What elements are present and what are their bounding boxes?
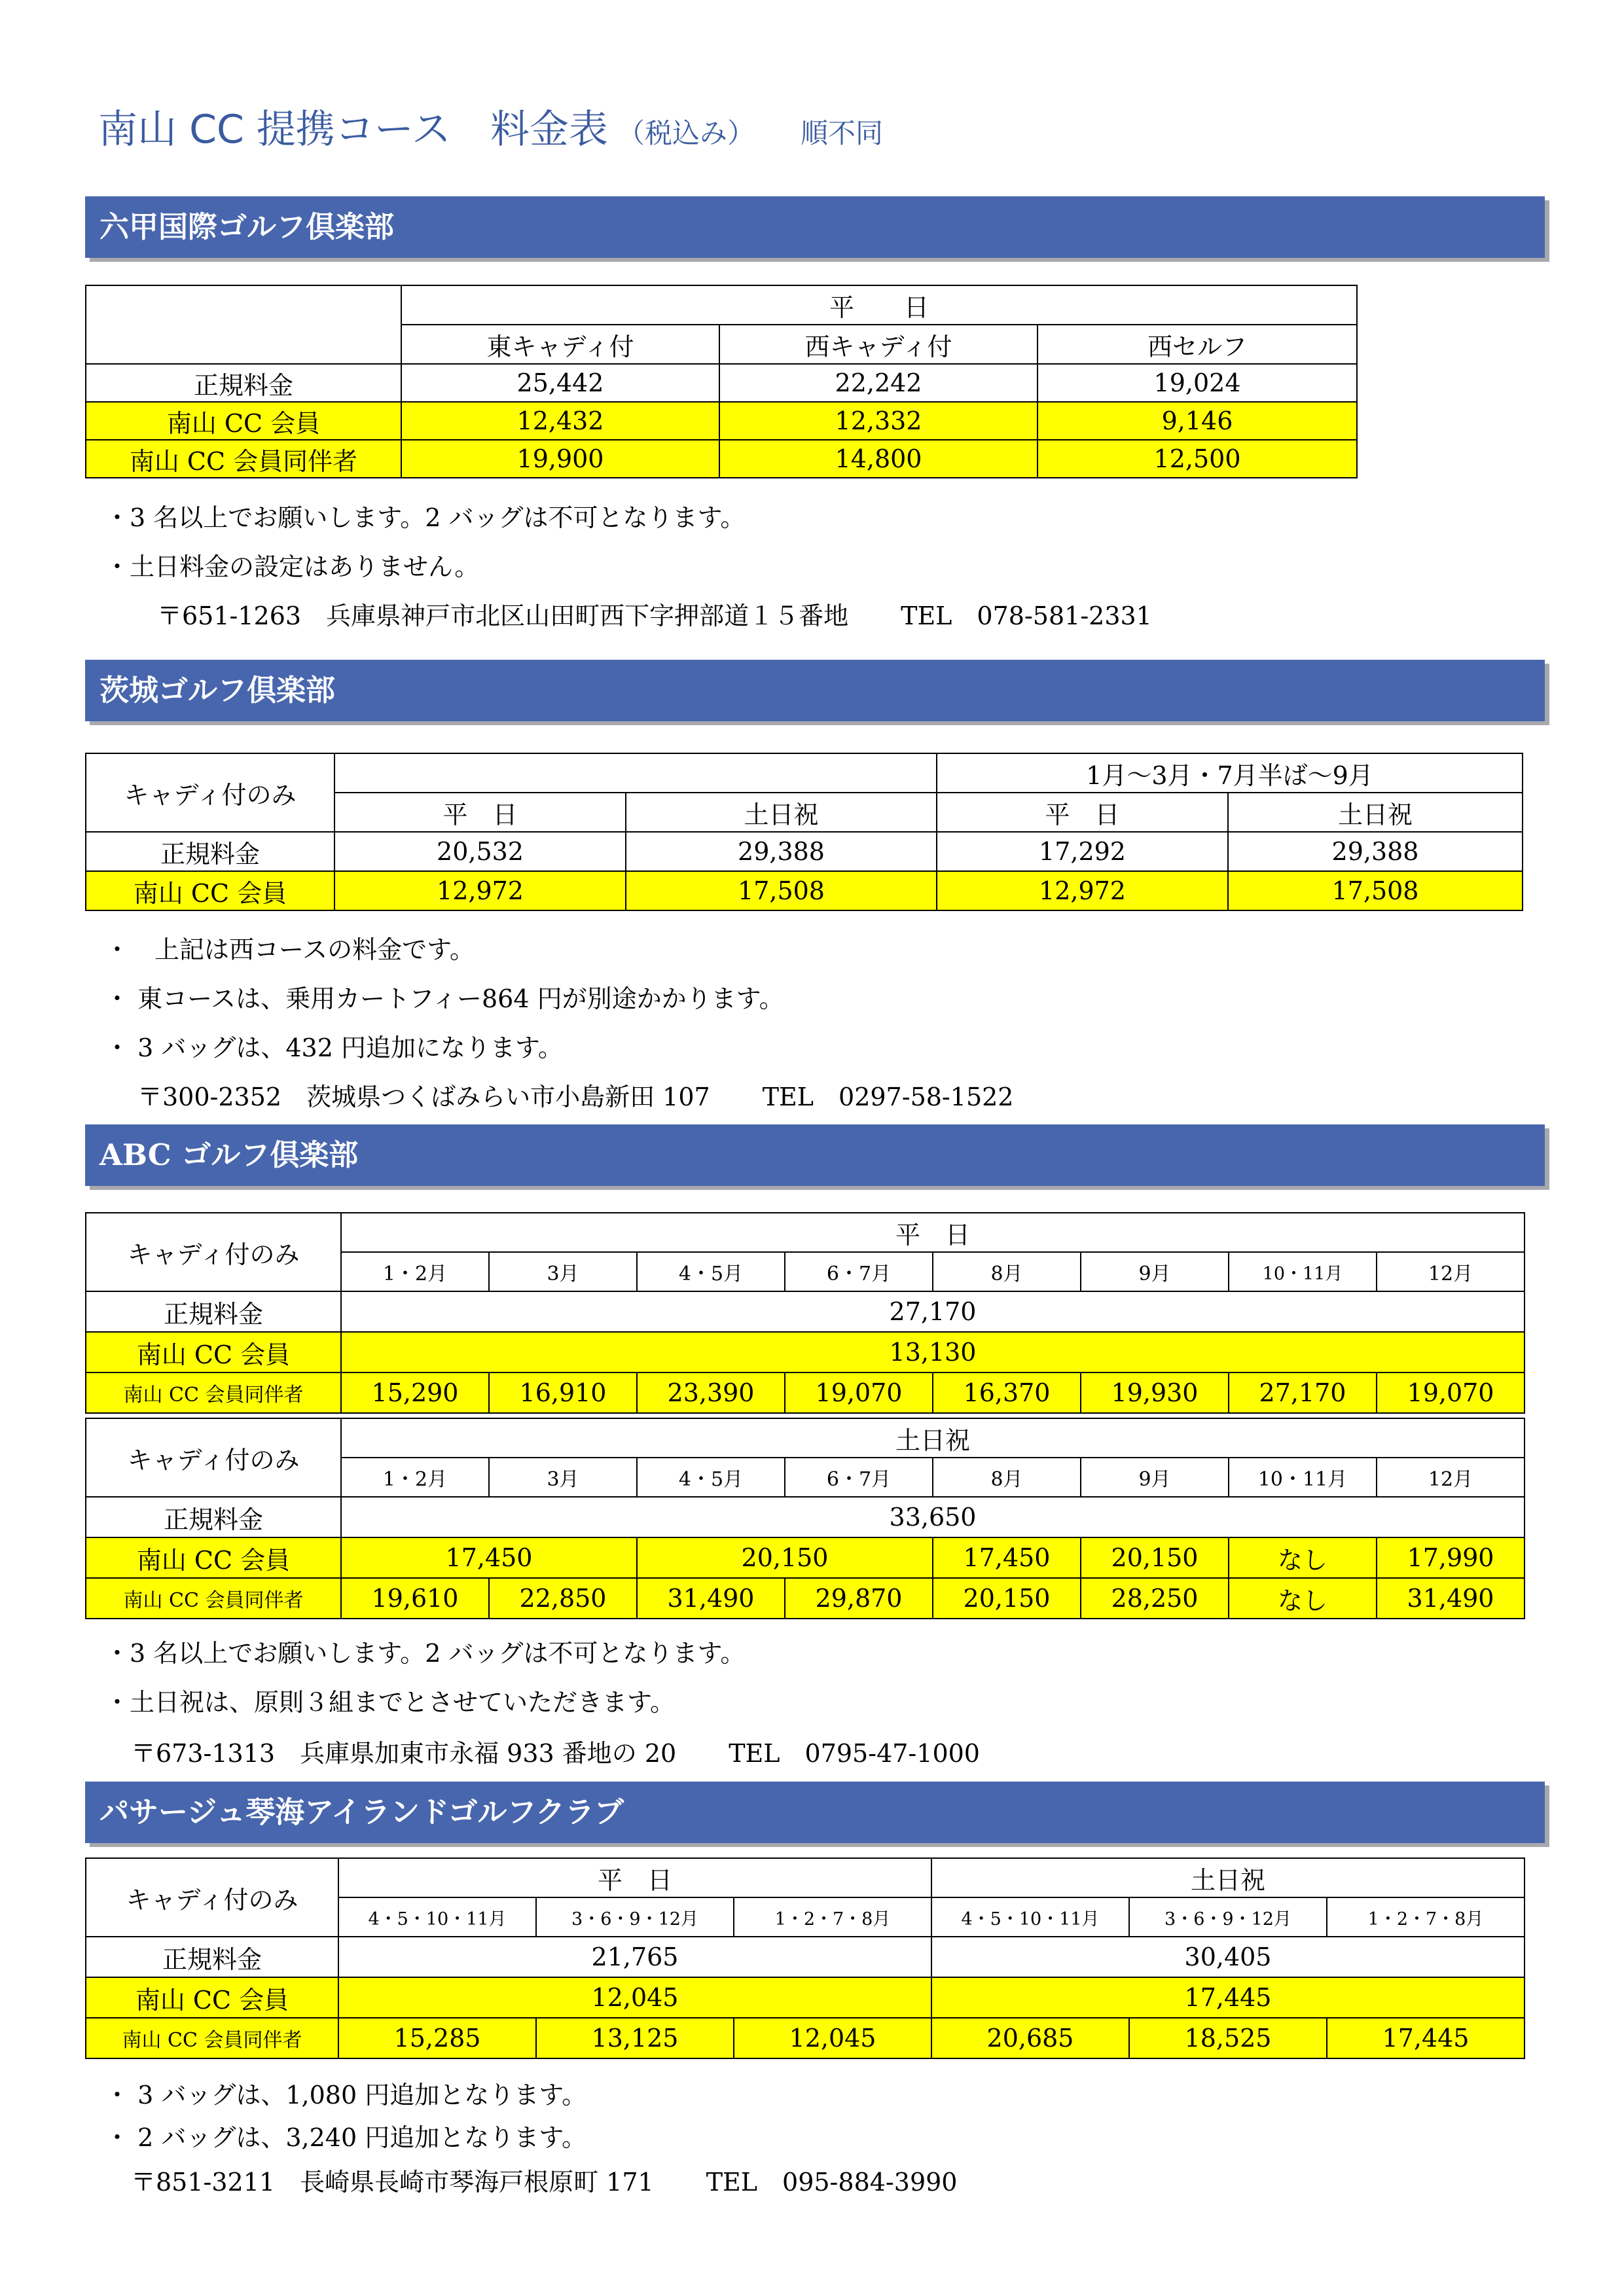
fee-cell: 12,500 [1038,440,1357,478]
fee-cell: なし [1229,1578,1377,1619]
month-header: 3月 [489,1458,637,1497]
fee-cell: 21,765 [338,1937,931,1977]
address: 〒651-1263 兵庫県神戸市北区山田町西下字押部道１５番地 [157,601,849,630]
fee-cell: 20,532 [334,832,626,871]
fee-cell: 15,290 [341,1372,489,1413]
month-header: 4・5月 [637,1252,785,1291]
passage-fee-table [85,1857,1525,2059]
row-label: 南山 CC 会員 [86,871,334,910]
fee-cell: 23,390 [637,1372,785,1413]
title-tax-note: （税込み） [617,117,755,149]
month-header: 4・5・10・11月 [338,1897,536,1937]
fee-cell: 12,432 [401,402,719,440]
period-header: 平 日 [338,1858,931,1897]
fee-cell: 17,508 [1228,871,1523,910]
fee-cell: 17,508 [626,871,937,910]
address: 〒851-3211 長崎県長崎市琴海戸根原町 171 [131,2168,654,2197]
fee-cell: 29,388 [1228,832,1523,871]
column-header: 西キャディ付 [719,325,1038,364]
fee-cell: 18,525 [1129,2018,1327,2058]
fee-cell: 29,870 [785,1578,933,1619]
fee-cell: 12,045 [338,1977,931,2018]
fee-cell: 15,285 [338,2018,536,2058]
fee-cell: 16,370 [933,1372,1081,1413]
fee-cell: 16,910 [489,1372,637,1413]
table-row [86,832,1523,871]
column-header: 土日祝 [1228,793,1523,832]
month-header: 3・6・9・12月 [536,1897,734,1937]
page-title [98,98,883,154]
month-header: 6・7月 [785,1252,933,1291]
row-label: 南山 CC 会員同伴者 [86,1578,341,1619]
month-header: 10・11月 [1229,1252,1377,1291]
row-label: 正規料金 [86,1497,341,1537]
note: ・土日祝は、原則３組までとさせていただきます。 [105,1688,675,1717]
fee-cell: 20,685 [931,2018,1129,2058]
column-header: 平 日 [334,793,626,832]
fee-cell: 27,170 [341,1291,1525,1332]
row-label: 正規料金 [86,1937,338,1977]
month-header: 4・5・10・11月 [931,1897,1129,1937]
fee-cell: 12,332 [719,402,1038,440]
table-row [86,1578,1525,1619]
month-header: 1・2・7・8月 [734,1897,931,1937]
table-corner-blank [86,285,401,364]
address-line [131,2162,957,2198]
table-row [86,1372,1525,1413]
note: ・ 東コースは、乗用カートフィー864 円が別途かかります。 [105,984,784,1013]
fee-cell: 20,150 [637,1537,933,1578]
section-header-passage: パサージュ琴海アイランドゴルフクラブ [85,1782,1545,1843]
ibaraki-fee-table [85,753,1523,911]
row-label: 南山 CC 会員 [86,1977,338,2018]
row-label: 南山 CC 会員 [86,1537,341,1578]
month-header: 8月 [933,1252,1081,1291]
fee-cell: なし [1229,1537,1377,1578]
fee-cell: 19,610 [341,1578,489,1619]
month-header: 3・6・9・12月 [1129,1897,1327,1937]
row-label: 南山 CC 会員同伴者 [86,440,401,478]
tel: TEL 078-581-2331 [901,601,1152,630]
fee-cell: 12,972 [334,871,626,910]
period-header: 1月～3月・7月半ば～9月 [937,753,1523,793]
fee-cell: 19,070 [785,1372,933,1413]
note: ・3 名以上でお願いします。2 バッグは不可となります。 [105,1639,746,1668]
period-header: 土日祝 [341,1418,1525,1458]
section-header-rokko: 六甲国際ゴルフ倶楽部 [85,196,1545,258]
rokko-fee-table [85,285,1358,478]
fee-cell: 17,450 [933,1537,1081,1578]
title-order-note: 順不同 [800,117,883,149]
month-header: 9月 [1081,1252,1229,1291]
row-label: 南山 CC 会員 [86,402,401,440]
fee-cell: 30,405 [931,1937,1525,1977]
tel: TEL 0795-47-1000 [729,1739,980,1768]
note: ・3 名以上でお願いします。2 バッグは不可となります。 [105,503,746,532]
address: 〒300-2352 茨城県つくばみらい市小島新田 107 [137,1083,710,1111]
fee-cell: 17,445 [931,1977,1525,2018]
month-header: 4・5月 [637,1458,785,1497]
row-label: 正規料金 [86,832,334,871]
month-header: 6・7月 [785,1458,933,1497]
fee-cell: 19,024 [1038,364,1357,402]
note: ・ 3 バッグは、1,080 円追加となります。 [105,2081,587,2109]
fee-cell: 13,130 [341,1332,1525,1372]
fee-cell: 12,972 [937,871,1228,910]
section-header-abc: ABC ゴルフ倶楽部 [85,1124,1545,1186]
fee-cell: 14,800 [719,440,1038,478]
month-header: 1・2月 [341,1458,489,1497]
fee-cell: 22,850 [489,1578,637,1619]
month-header: 9月 [1081,1458,1229,1497]
period-header-blank [334,753,937,793]
fee-cell: 33,650 [341,1497,1525,1537]
table-row [86,871,1523,910]
row-label: 南山 CC 会員同伴者 [86,2018,338,2058]
table-row [86,2018,1525,2058]
address-line [137,1077,1013,1113]
fee-cell: 9,146 [1038,402,1357,440]
table-corner-label: キャディ付のみ [86,1858,338,1937]
table-row [86,1497,1525,1537]
month-header: 8月 [933,1458,1081,1497]
table-row [86,402,1357,440]
period-header: 平 日 [401,285,1357,325]
fee-cell: 13,125 [536,2018,734,2058]
column-header: 西セルフ [1038,325,1357,364]
row-label: 正規料金 [86,364,401,402]
month-header: 12月 [1377,1252,1525,1291]
address-line [157,596,1152,632]
tel: TEL 0297-58-1522 [762,1083,1014,1111]
month-header: 3月 [489,1252,637,1291]
table-row [86,440,1357,478]
column-header: 土日祝 [626,793,937,832]
abc-holiday-table [85,1418,1525,1619]
row-label: 正規料金 [86,1291,341,1332]
fee-cell: 17,292 [937,832,1228,871]
note: ・ 3 バッグは、432 円追加になります。 [105,1033,563,1062]
table-row [86,1332,1525,1372]
fee-cell: 25,442 [401,364,719,402]
table-row [86,364,1357,402]
column-header: 平 日 [937,793,1228,832]
title-main: 南山 CC 提携コース 料金表 [98,107,608,152]
table-corner-label: キャディ付のみ [86,753,334,832]
row-label: 南山 CC 会員 [86,1332,341,1372]
fee-cell: 31,490 [637,1578,785,1619]
fee-cell: 20,150 [1081,1537,1229,1578]
fee-cell: 19,900 [401,440,719,478]
section-header-ibaraki: 茨城ゴルフ倶楽部 [85,660,1545,721]
row-label: 南山 CC 会員同伴者 [86,1372,341,1413]
fee-cell: 20,150 [933,1578,1081,1619]
fee-cell: 17,990 [1377,1537,1525,1578]
month-header: 1・2・7・8月 [1327,1897,1525,1937]
period-header: 平 日 [341,1213,1525,1252]
table-corner-label: キャディ付のみ [86,1213,341,1291]
tel: TEL 095-884-3990 [706,2168,958,2197]
fee-cell: 17,450 [341,1537,637,1578]
fee-cell: 17,445 [1327,2018,1525,2058]
fee-cell: 19,930 [1081,1372,1229,1413]
address-line [131,1733,980,1769]
table-row [86,1537,1525,1578]
table-row [86,1937,1525,1977]
fee-cell: 31,490 [1377,1578,1525,1619]
month-header: 12月 [1377,1458,1525,1497]
fee-cell: 27,170 [1229,1372,1377,1413]
month-header: 10・11月 [1229,1458,1377,1497]
note: ・ 2 バッグは、3,240 円追加となります。 [105,2123,587,2152]
abc-weekday-table [85,1212,1525,1414]
fee-cell: 28,250 [1081,1578,1229,1619]
note: ・土日料金の設定はありません。 [105,552,480,581]
month-header: 1・2月 [341,1252,489,1291]
fee-cell: 19,070 [1377,1372,1525,1413]
period-header: 土日祝 [931,1858,1525,1897]
fee-cell: 22,242 [719,364,1038,402]
table-row [86,1291,1525,1332]
column-header: 東キャディ付 [401,325,719,364]
fee-cell: 12,045 [734,2018,931,2058]
note: ・ 上記は西コースの料金です。 [105,935,475,964]
address: 〒673-1313 兵庫県加東市永福 933 番地の 20 [131,1739,677,1768]
table-corner-label: キャディ付のみ [86,1418,341,1497]
table-row [86,1977,1525,2018]
fee-cell: 29,388 [626,832,937,871]
